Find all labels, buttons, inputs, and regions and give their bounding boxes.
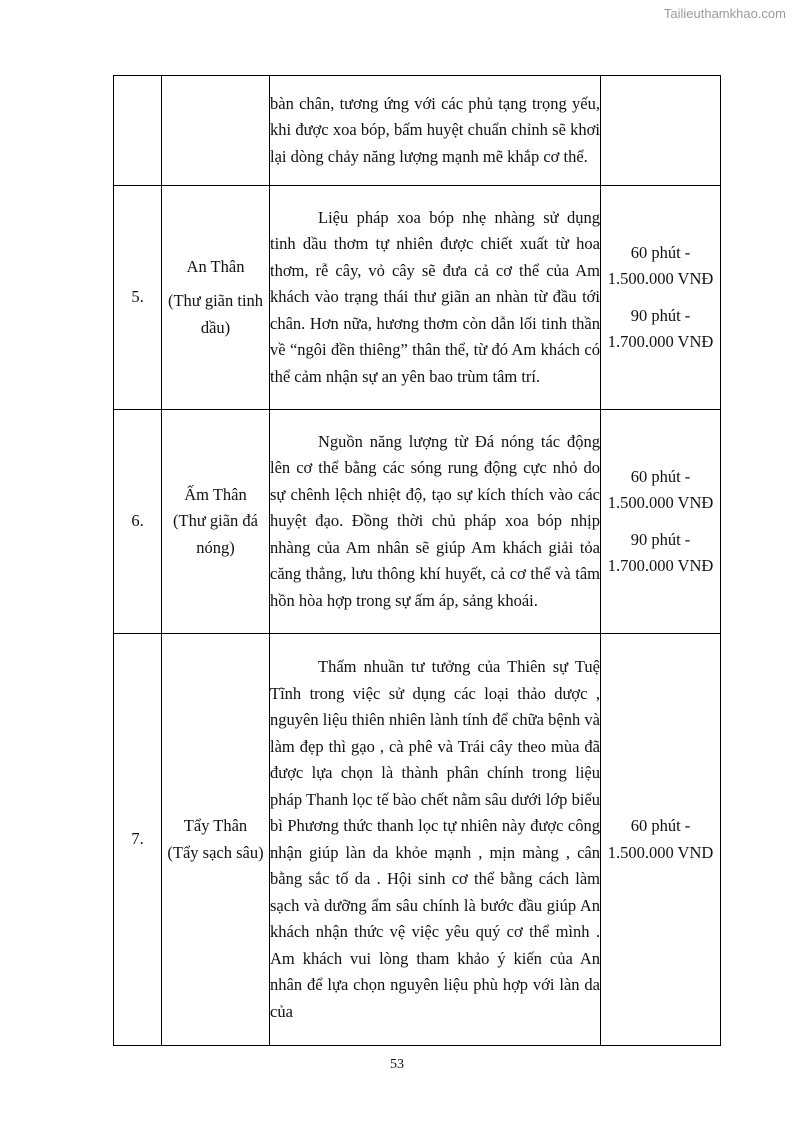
service-description: bàn chân, tương ứng với các phủ tạng trọng yếu, khi được xoa bóp, bấm huyệt chuẩn chỉnh sẽ khơi lại dòng chảy năng lượng mạnh mẽ khắp cơ thể. xyxy=(270,76,601,186)
service-price xyxy=(601,410,721,634)
table-row xyxy=(114,76,721,186)
service-name xyxy=(162,76,270,186)
service-description xyxy=(270,634,601,1046)
row-number: 5. xyxy=(114,186,162,410)
page-number: 53 xyxy=(390,1057,404,1072)
service-name xyxy=(162,410,270,634)
table-row xyxy=(114,634,721,1046)
service-subtitle: (Thư giãn đá nóng) xyxy=(173,511,258,557)
service-description xyxy=(270,186,601,410)
service-price xyxy=(601,186,721,410)
description-text: Nguồn năng lượng từ Đá nóng tác động lên cơ thể bằng các sóng rung động cực nhỏ do sự chênh lệch nhiệt độ, tạo sự kích thích vào các huyệt đạo. Đồng thời chủ pháp xoa bóp nhịp nhàng của Am nhân sẽ giúp Am khách giải tỏa căng thẳng, lưu thông khí huyết, cả cơ thể và tâm hồn hòa hợp trong sự ấm áp, sảng khoái. xyxy=(270,431,600,610)
service-name xyxy=(162,186,270,410)
services-table xyxy=(113,75,721,1046)
watermark: Tailieuthamkhao.com xyxy=(663,6,786,21)
service-name xyxy=(162,634,270,1046)
row-number xyxy=(114,76,162,186)
service-description xyxy=(270,410,601,634)
service-price xyxy=(601,76,721,186)
service-title: Ấm Thân xyxy=(184,484,247,504)
service-title: Tẩy Thân xyxy=(183,816,248,835)
price-option: 60 phút - 1.500.000 VND xyxy=(607,816,714,862)
row-number: 6. xyxy=(114,410,162,634)
price-option: 60 phút - 1.500.000 VNĐ xyxy=(607,466,714,512)
row-number: 7. xyxy=(114,634,162,1046)
service-price xyxy=(601,634,721,1046)
price-option: 90 phút - 1.700.000 VNĐ xyxy=(607,529,714,575)
description-text: Thấm nhuần tư tưởng của Thiên sự Tuệ Tĩnh trong việc sử dụng các loại thảo dược , nguyên liệu thiên nhiên lành tính để chữa bệnh và làm đẹp thì gạo , cà phê và Trái cây theo mùa đã được lựa chọn là thành phân chính trong liệu pháp Thanh lọc tế bào chết nằm sâu dưới lớp biểu bì Phương thức thanh lọc tự nhiên này được công nhận giúp làn da khỏe mạnh , mịn màng , cân bằng sắc tố da . Hội sinh cơ thể bằng cách làm sạch và dưỡng ẩm sâu chính là bước đầu giúp An khách nhận thức vệ việc yêu quý cơ thể mình . Am khách vui lòng tham khảo ý kiến của An nhân để lựa chọn nguyên liệu phù hợp với làn da của xyxy=(270,657,600,1021)
table-row xyxy=(114,186,721,410)
service-title: An Thân xyxy=(186,256,245,276)
price-option: 90 phút - 1.700.000 VNĐ xyxy=(607,305,714,351)
service-subtitle: (Tẩy sạch sâu) xyxy=(167,842,264,862)
price-option: 60 phút - 1.500.000 VNĐ xyxy=(607,242,714,288)
description-text: Liệu pháp xoa bóp nhẹ nhàng sử dụng tinh dầu thơm tự nhiên được chiết xuất từ hoa thơm, rễ cây, vỏ cây sẽ đưa cả cơ thể của Am khách vào trạng thái thư giãn an nhàn từ đầu tới chân. Hơn nữa, hương thơm còn dẫn lối tinh thần về “ngôi đền thiêng” thân thể, từ đó Am khách có thể cảm nhận sự an yên bao trùm tâm trí. xyxy=(270,207,600,386)
table-row xyxy=(114,410,721,634)
service-subtitle: (Thư giãn tinh dầu) xyxy=(167,291,264,337)
